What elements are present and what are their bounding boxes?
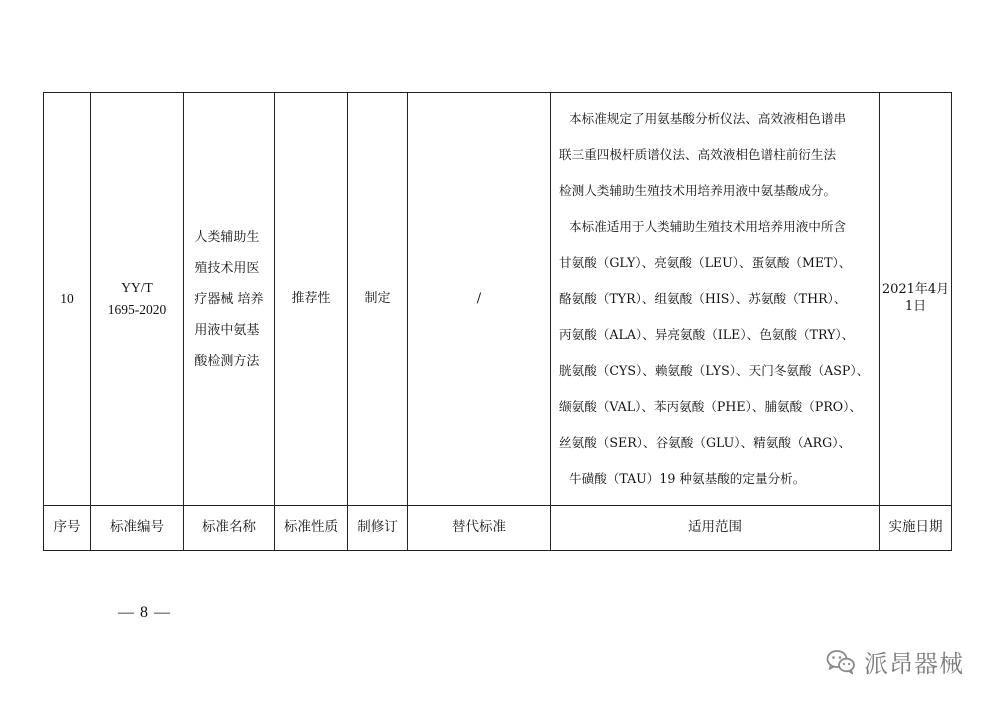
revision-value: 制定 bbox=[364, 290, 391, 306]
scope-line: 胱氨酸（CYS）、赖氨酸（LYS）、天门冬氨酸（ASP）、 bbox=[559, 363, 870, 378]
scope-line: 牛磺酸（TAU）19 种氨基酸的定量分析。 bbox=[569, 471, 806, 486]
scope-line: 本标准适用于人类辅助生殖技术用培养用液中所含 bbox=[569, 219, 847, 234]
scope-line: 丙氨酸（ALA）、异亮氨酸（ILE）、色氨酸（TRY）、 bbox=[559, 327, 855, 342]
header-revision: 制修订 bbox=[348, 506, 408, 551]
replaces-value: / bbox=[476, 290, 482, 306]
name-line: 人类辅助生 bbox=[194, 229, 260, 245]
watermark bbox=[826, 644, 964, 679]
code-cell bbox=[91, 93, 184, 506]
scope-text bbox=[551, 95, 879, 503]
header-replaces: 替代标准 bbox=[408, 506, 551, 551]
revision-cell bbox=[348, 93, 408, 506]
name-line: 酸检测方法 bbox=[194, 353, 260, 369]
scope-line: 酪氨酸（TYR）、组氨酸（HIS）、苏氨酸（THR）、 bbox=[559, 291, 847, 306]
page-number: — 8 — bbox=[118, 604, 171, 621]
header-date: 实施日期 bbox=[880, 506, 952, 551]
table-row bbox=[44, 93, 952, 506]
name-line: 殖技术用医 bbox=[194, 260, 260, 276]
header-nature: 标准性质 bbox=[275, 506, 348, 551]
nature-value: 推荐性 bbox=[291, 290, 331, 306]
seq-value: 10 bbox=[60, 291, 74, 306]
date-cell bbox=[880, 93, 952, 506]
scope-line: 甘氨酸（GLY）、亮氨酸（LEU）、蛋氨酸（MET）、 bbox=[559, 255, 852, 270]
scope-line: 丝氨酸（SER）、谷氨酸（GLU）、精氨酸（ARG）、 bbox=[559, 435, 852, 450]
scope-line: 检测人类辅助生殖技术用培养用液中氨基酸成分。 bbox=[559, 183, 837, 198]
scope-cell bbox=[551, 93, 880, 506]
date-value: 2021年4月1日 bbox=[881, 282, 950, 314]
scope-line: 联三重四极杆质谱仪法、高效液相色谱柱前衍生法 bbox=[559, 147, 837, 162]
replaces-cell bbox=[408, 93, 551, 506]
header-code: 标准编号 bbox=[91, 506, 184, 551]
wechat-icon bbox=[826, 649, 856, 675]
standards-table bbox=[43, 92, 952, 551]
name-line: 用液中氨基 bbox=[194, 322, 260, 338]
header-name: 标准名称 bbox=[184, 506, 275, 551]
watermark-text: 派昂器械 bbox=[864, 650, 964, 678]
header-seq: 序号 bbox=[44, 506, 91, 551]
scope-line: 本标准规定了用氨基酸分析仪法、高效液相色谱串 bbox=[569, 111, 847, 126]
name-line: 疗器械 培养 bbox=[194, 291, 264, 307]
name-cell bbox=[184, 93, 275, 506]
name-lines bbox=[194, 222, 263, 377]
nature-cell bbox=[275, 93, 348, 506]
code-line: YY/T bbox=[121, 280, 153, 295]
seq-cell bbox=[44, 93, 91, 506]
header-row bbox=[44, 506, 952, 551]
header-scope: 适用范围 bbox=[551, 506, 880, 551]
code-line: 1695-2020 bbox=[107, 302, 167, 317]
scope-line: 缬氨酸（VAL）、苯丙氨酸（PHE）、脯氨酸（PRO）、 bbox=[559, 399, 863, 414]
